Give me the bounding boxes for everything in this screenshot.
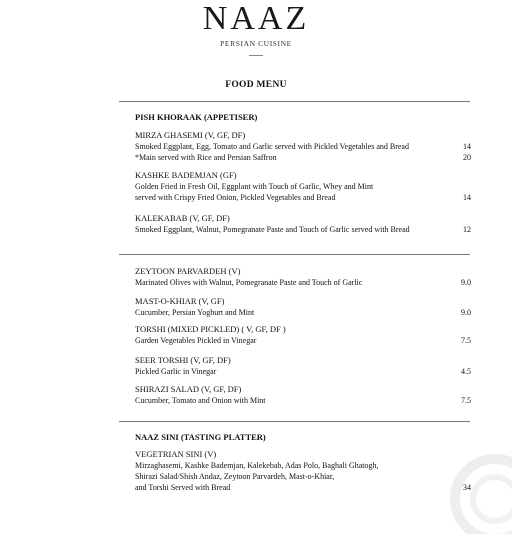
item-description-text: Pickled Garlic in Vinegar — [135, 367, 217, 376]
item-description-text: served with Crispy Fried Onion, Pickled Vegetables and Bread — [135, 193, 336, 202]
item-description — [135, 460, 471, 471]
section-title-appetiser: PISH KHORAAK (APPETISER) — [135, 112, 258, 122]
menu-item-mirza-ghasemi — [135, 130, 471, 163]
menu-item-vegetrian-sini — [135, 449, 471, 493]
logo-subtitle: PERSIAN CUISINE — [220, 39, 292, 48]
menu-item-kalekabab — [135, 213, 471, 235]
item-name: SEER TORSHI (V, GF, DF) — [135, 355, 231, 365]
menu-title: FOOD MENU — [225, 80, 287, 90]
item-description-text: and Torshi Served with Bread — [135, 483, 231, 492]
item-description — [135, 471, 471, 482]
menu-item-kashke-bademjan — [135, 170, 471, 203]
item-description — [135, 181, 471, 192]
divider — [119, 101, 470, 102]
item-description — [135, 482, 471, 493]
item-description-text: Mirzaghasemi, Kashke Bademjan, Kalekebab, Adas Polo, Baghali Ghatogh, — [135, 461, 379, 470]
item-description — [135, 152, 471, 163]
item-name: ZEYTOON PARVARDEH (V) — [135, 266, 241, 276]
item-price: 7.5 — [461, 396, 471, 405]
item-description — [135, 141, 471, 152]
item-description — [135, 395, 471, 406]
item-price: 4.5 — [461, 367, 471, 376]
menu-item-shirazi-salad — [135, 384, 471, 406]
item-price: 34 — [463, 483, 471, 492]
item-name: KASHKE BADEMJAN (GF) — [135, 170, 237, 180]
item-price: 20 — [463, 153, 471, 162]
item-description-text: Marinated Olives with Walnut, Pomegranate Paste and Touch of Garlic — [135, 278, 363, 287]
item-description-text: Shirazi Salad/Shish Andaz, Zeytoon Parvardeh, Mast-o-Khiar, — [135, 472, 335, 481]
menu-item-seer-torshi — [135, 355, 471, 377]
menu-item-mast-o-khiar — [135, 296, 471, 318]
item-description-text: *Main served with Rice and Persian Saffron — [135, 153, 277, 162]
item-description — [135, 335, 471, 346]
item-price: 14 — [463, 142, 471, 151]
item-name: MIRZA GHASEMI (V, GF, DF) — [135, 130, 246, 140]
item-description — [135, 224, 471, 235]
item-description-text: Smoked Eggplant, Walnut, Pomegranate Paste and Touch of Garlic served with Bread — [135, 225, 410, 234]
item-price: 14 — [463, 193, 471, 202]
item-name: KALEKABAB (V, GF, DF) — [135, 213, 230, 223]
section-title-tasting-platter: NAAZ SINI (TASTING PLATTER) — [135, 432, 266, 442]
item-description — [135, 366, 471, 377]
divider — [119, 254, 470, 255]
item-price: 12 — [463, 225, 471, 234]
item-description — [135, 307, 471, 318]
item-name: TORSHI (MIXED PICKLED) ( V, GF, DF ) — [135, 324, 286, 334]
divider — [119, 421, 470, 422]
logo-wordmark: NAAZ — [202, 0, 310, 37]
item-description — [135, 277, 471, 288]
logo — [0, 0, 512, 56]
item-price: 9.0 — [461, 308, 471, 317]
menu-item-torshi — [135, 324, 471, 346]
item-price: 7.5 — [461, 336, 471, 345]
item-name: MAST-O-KHIAR (V, GF) — [135, 296, 225, 306]
item-name: SHIRAZI SALAD (V, GF, DF) — [135, 384, 242, 394]
item-description-text: Cucumber, Persian Yoghurt and Mint — [135, 308, 255, 317]
logo-divider — [249, 55, 263, 56]
item-price: 9.0 — [461, 278, 471, 287]
item-description-text: Garden Vegetables Pickled in Vinegar — [135, 336, 257, 345]
item-description-text: Golden Fried in Fresh Oil, Eggplant with Touch of Garlic, Whey and Mint — [135, 182, 374, 191]
item-description — [135, 192, 471, 203]
menu-item-zeytoon-parvardeh — [135, 266, 471, 288]
watermark-emblem-icon — [440, 444, 512, 534]
item-name: VEGETRIAN SINI (V) — [135, 449, 217, 459]
item-description-text: Cucumber, Tomato and Onion with Mint — [135, 396, 266, 405]
item-description-text: Smoked Eggplant, Egg, Tomato and Garlic served with Pickled Vegetables and Bread — [135, 142, 409, 151]
